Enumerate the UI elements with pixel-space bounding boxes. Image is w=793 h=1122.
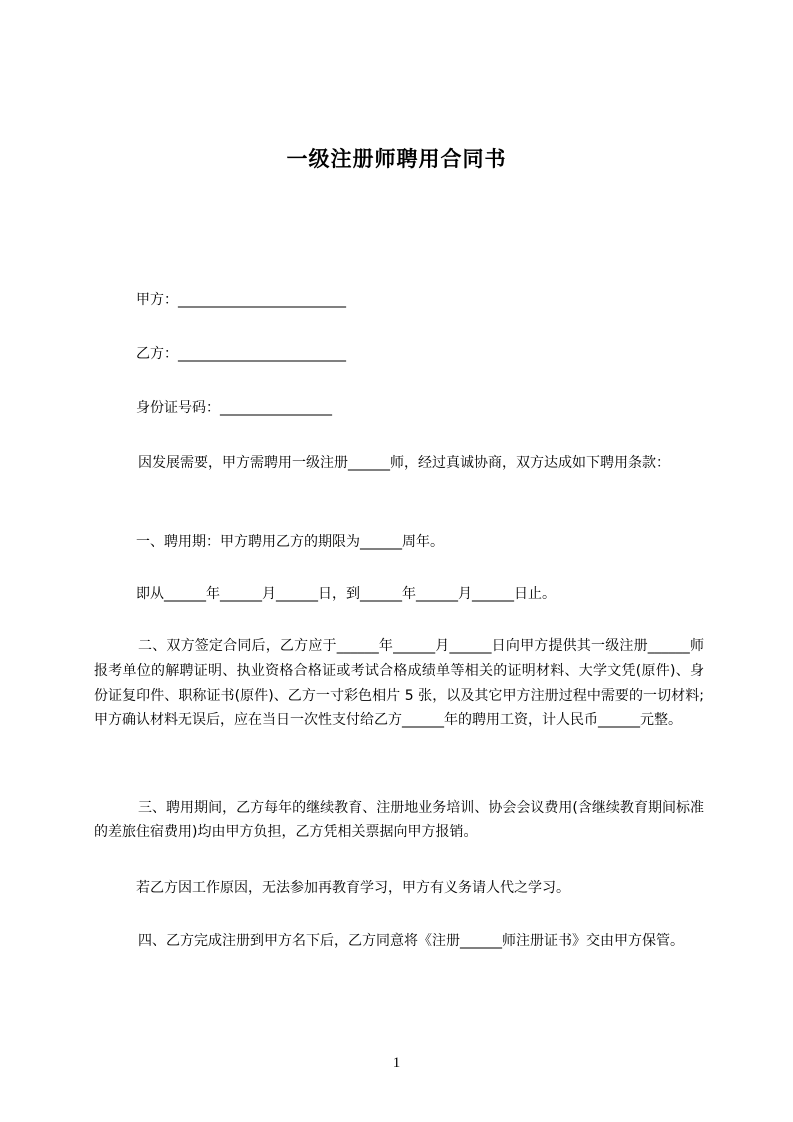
party-b-line: 乙方：________________________	[136, 346, 346, 362]
clause-1-period: 即从______年______月______日，到______年______月______日止。	[136, 586, 556, 602]
party-a-line: 甲方：________________________	[136, 292, 346, 308]
intro-paragraph: 因发展需要，甲方需聘用一级注册______师，经过真诚协商，双方达成如下聘用条款：	[138, 455, 670, 471]
clause-3: 三、聘用期间，乙方每年的继续教育、注册地业务培训、协会会议费用(含继续教育期间标准的差旅住宿费用)均由甲方负担，乙方凭相关票据向甲方报销。	[94, 800, 704, 840]
clause-2: 二、双方签定合同后，乙方应于______年______月______日向甲方提供其一级注册______师报考单位的解聘证明、执业资格合格证或考试合格成绩单等相关的证明材料、大学文凭(原件)、身份证复印件、职称证书(原件)、乙方一寸彩色相片 5 张，以及其它甲方注册过程中需要的一切材料;甲方确认材料无误后，应在当日一次性支付给乙方______年的聘用工资，计人民币______元整。	[94, 638, 704, 729]
clause-3-note: 若乙方因工作原因，无法参加再教育学习，甲方有义务请人代之学习。	[136, 880, 570, 896]
page-number: 1	[392, 1055, 401, 1071]
id-number-line: 身份证号码：________________	[136, 400, 332, 416]
document-title: 一级注册师聘用合同书	[286, 147, 507, 171]
clause-1: 一、聘用期：甲方聘用乙方的期限为______周年。	[136, 534, 444, 550]
clause-4: 四、乙方完成注册到甲方名下后，乙方同意将《注册______师注册证书》交由甲方保管。	[138, 933, 684, 949]
